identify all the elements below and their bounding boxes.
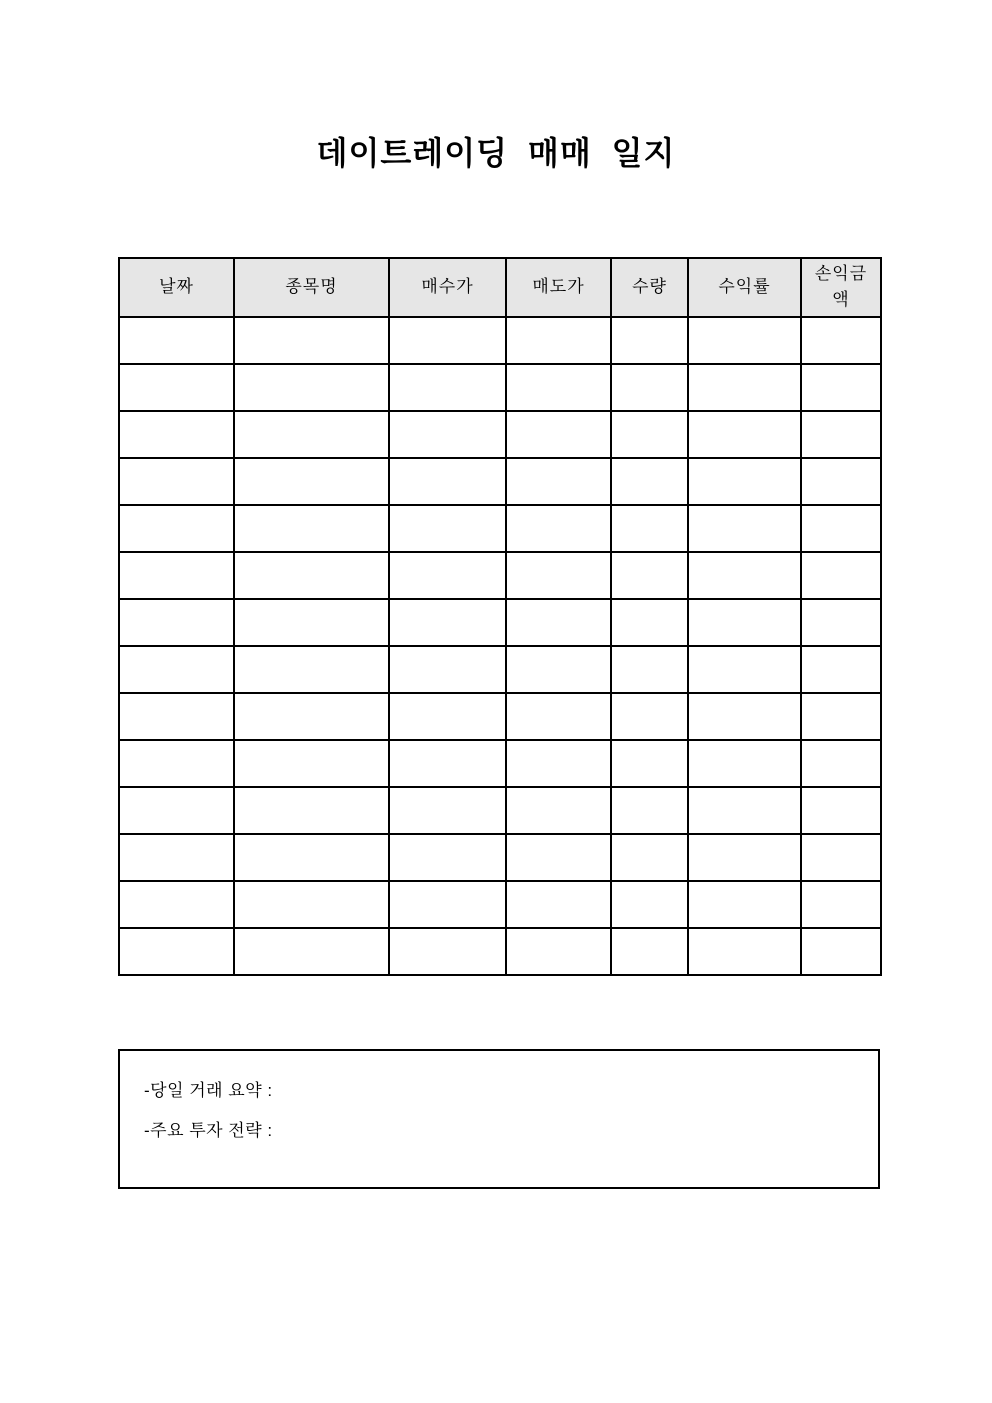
journal-cell-sell-price: [506, 599, 611, 646]
journal-cell-return-rate: [688, 458, 801, 505]
journal-cell-sell-price: [506, 552, 611, 599]
journal-row: [119, 364, 881, 411]
journal-cell-profit-loss-amount: [801, 787, 881, 834]
note-line-main-investment-strategy: -주요 투자 전략 :: [144, 1121, 273, 1140]
journal-cell-return-rate: [688, 740, 801, 787]
journal-cell-buy-price: [389, 599, 506, 646]
journal-cell-quantity: [611, 458, 688, 505]
journal-cell-stock-name: [234, 787, 389, 834]
journal-cell-stock-name: [234, 505, 389, 552]
journal-cell-sell-price: [506, 458, 611, 505]
journal-cell-quantity: [611, 693, 688, 740]
journal-row: [119, 740, 881, 787]
journal-cell-profit-loss-amount: [801, 693, 881, 740]
journal-cell-buy-price: [389, 646, 506, 693]
journal-row: [119, 881, 881, 928]
journal-cell-date: [119, 881, 234, 928]
trading-journal-table: [118, 257, 882, 976]
journal-cell-quantity: [611, 646, 688, 693]
journal-cell-date: [119, 458, 234, 505]
journal-cell-date: [119, 505, 234, 552]
journal-cell-sell-price: [506, 364, 611, 411]
notes-box: [118, 1049, 880, 1189]
journal-cell-return-rate: [688, 693, 801, 740]
journal-cell-profit-loss-amount: [801, 928, 881, 975]
journal-cell-return-rate: [688, 834, 801, 881]
journal-cell-stock-name: [234, 881, 389, 928]
journal-cell-profit-loss-amount: [801, 834, 881, 881]
journal-cell-sell-price: [506, 834, 611, 881]
journal-cell-date: [119, 599, 234, 646]
journal-cell-profit-loss-amount: [801, 646, 881, 693]
journal-cell-profit-loss-amount: [801, 599, 881, 646]
journal-cell-stock-name: [234, 834, 389, 881]
journal-cell-date: [119, 646, 234, 693]
journal-row: [119, 411, 881, 458]
journal-cell-quantity: [611, 364, 688, 411]
journal-cell-profit-loss-amount: [801, 317, 881, 364]
journal-cell-quantity: [611, 505, 688, 552]
journal-cell-profit-loss-amount: [801, 740, 881, 787]
journal-cell-sell-price: [506, 881, 611, 928]
journal-cell-quantity: [611, 317, 688, 364]
journal-cell-sell-price: [506, 646, 611, 693]
journal-cell-date: [119, 834, 234, 881]
journal-cell-date: [119, 928, 234, 975]
journal-row: [119, 317, 881, 364]
journal-row: [119, 928, 881, 975]
journal-cell-stock-name: [234, 928, 389, 975]
journal-cell-return-rate: [688, 505, 801, 552]
journal-cell-quantity: [611, 787, 688, 834]
journal-cell-date: [119, 411, 234, 458]
journal-cell-quantity: [611, 552, 688, 599]
journal-cell-buy-price: [389, 928, 506, 975]
journal-cell-buy-price: [389, 505, 506, 552]
journal-cell-buy-price: [389, 740, 506, 787]
journal-cell-buy-price: [389, 693, 506, 740]
column-header-sell-price: 매도가: [506, 258, 611, 317]
column-header-buy-price: 매수가: [389, 258, 506, 317]
note-line-daily-trade-summary: -당일 거래 요약 :: [144, 1081, 273, 1100]
journal-row: [119, 834, 881, 881]
journal-cell-return-rate: [688, 317, 801, 364]
document-title: 데이트레이딩 매매 일지: [316, 135, 676, 171]
journal-cell-return-rate: [688, 599, 801, 646]
journal-cell-stock-name: [234, 552, 389, 599]
journal-cell-profit-loss-amount: [801, 364, 881, 411]
journal-cell-buy-price: [389, 787, 506, 834]
journal-cell-quantity: [611, 881, 688, 928]
journal-cell-sell-price: [506, 505, 611, 552]
journal-cell-quantity: [611, 599, 688, 646]
journal-cell-stock-name: [234, 693, 389, 740]
journal-row: [119, 458, 881, 505]
column-header-quantity: 수량: [611, 258, 688, 317]
journal-cell-quantity: [611, 411, 688, 458]
journal-cell-date: [119, 317, 234, 364]
journal-cell-buy-price: [389, 881, 506, 928]
journal-cell-date: [119, 787, 234, 834]
journal-cell-quantity: [611, 740, 688, 787]
journal-cell-stock-name: [234, 364, 389, 411]
table-header-row: [119, 258, 881, 317]
journal-cell-date: [119, 364, 234, 411]
journal-cell-sell-price: [506, 928, 611, 975]
journal-cell-stock-name: [234, 646, 389, 693]
journal-cell-buy-price: [389, 364, 506, 411]
journal-cell-return-rate: [688, 411, 801, 458]
journal-cell-profit-loss-amount: [801, 458, 881, 505]
column-header-date: 날짜: [119, 258, 234, 317]
column-header-profit-loss-amount: 손익금액: [801, 258, 881, 317]
journal-cell-date: [119, 693, 234, 740]
journal-row: [119, 787, 881, 834]
column-header-return-rate: 수익률: [688, 258, 801, 317]
journal-cell-date: [119, 740, 234, 787]
journal-row: [119, 552, 881, 599]
journal-cell-return-rate: [688, 552, 801, 599]
journal-cell-stock-name: [234, 317, 389, 364]
journal-cell-sell-price: [506, 317, 611, 364]
journal-cell-sell-price: [506, 411, 611, 458]
journal-cell-buy-price: [389, 317, 506, 364]
journal-cell-return-rate: [688, 787, 801, 834]
journal-row: [119, 693, 881, 740]
journal-cell-sell-price: [506, 787, 611, 834]
journal-cell-buy-price: [389, 411, 506, 458]
journal-cell-profit-loss-amount: [801, 552, 881, 599]
journal-cell-profit-loss-amount: [801, 881, 881, 928]
column-header-stock-name: 종목명: [234, 258, 389, 317]
journal-cell-profit-loss-amount: [801, 505, 881, 552]
journal-cell-stock-name: [234, 740, 389, 787]
journal-cell-buy-price: [389, 834, 506, 881]
journal-cell-sell-price: [506, 693, 611, 740]
journal-cell-return-rate: [688, 646, 801, 693]
journal-cell-date: [119, 552, 234, 599]
journal-cell-sell-price: [506, 740, 611, 787]
journal-cell-return-rate: [688, 881, 801, 928]
journal-cell-stock-name: [234, 411, 389, 458]
journal-cell-profit-loss-amount: [801, 411, 881, 458]
journal-cell-stock-name: [234, 458, 389, 505]
journal-row: [119, 599, 881, 646]
journal-cell-buy-price: [389, 552, 506, 599]
journal-cell-quantity: [611, 834, 688, 881]
journal-cell-buy-price: [389, 458, 506, 505]
journal-cell-return-rate: [688, 928, 801, 975]
journal-row: [119, 505, 881, 552]
journal-row: [119, 646, 881, 693]
journal-cell-return-rate: [688, 364, 801, 411]
journal-cell-quantity: [611, 928, 688, 975]
journal-cell-stock-name: [234, 599, 389, 646]
